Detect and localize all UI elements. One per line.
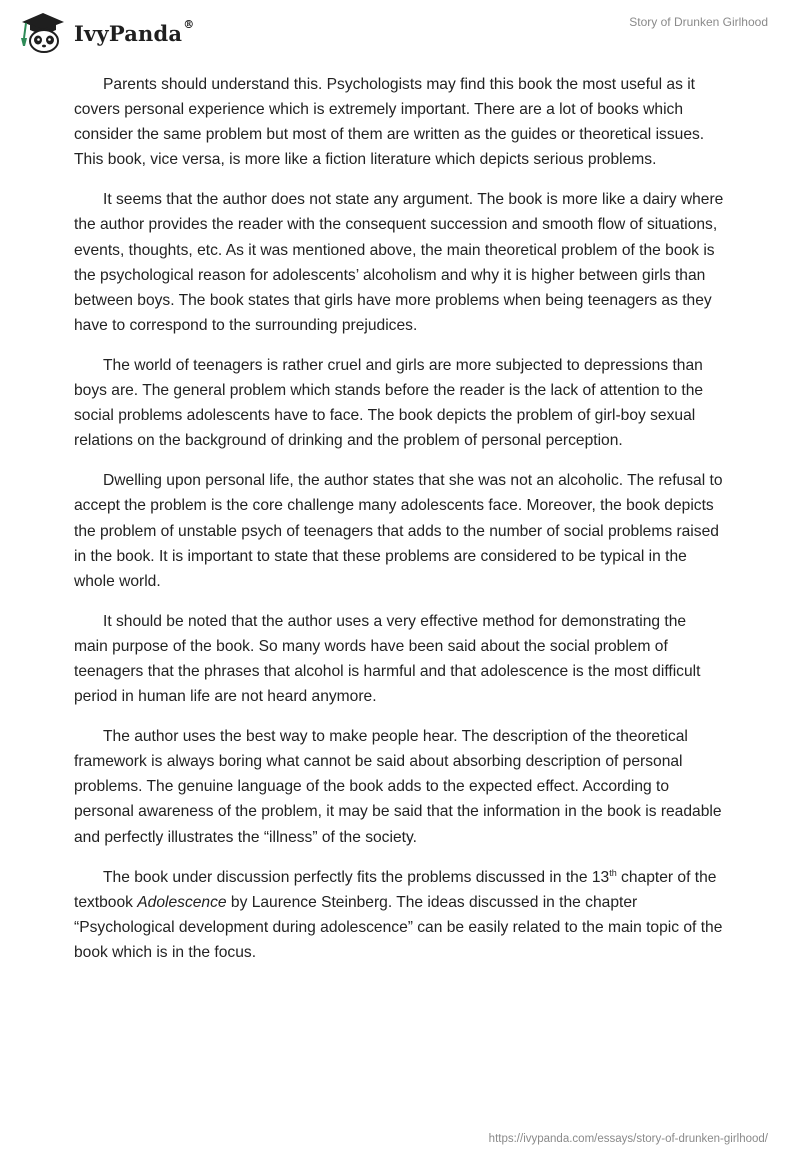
paragraph: The world of teenagers is rather cruel and girls are more subjected to depressions than boys are. The general problem which stands before the reader is the lack of attention to the social problems adolescents have to face. The book depicts the problem of girl-boy sexual relations on the background of drinking and the problem of personal perception. [74, 356, 704, 450]
paragraph: It seems that the author does not state any argument. The book is more like a dairy where the author provides the reader with the consequent succession and smooth flow of situations, events, thoughts, etc. As it was mentioned above, the main theoretical problem of the book is the psychological reason for adolescents’ alcoholism and why it is higher between girls than between boys. The book states that girls have more problems when being teenagers as they have to correspond to the surrounding prejudices. [74, 191, 724, 334]
paragraph-last [74, 865, 724, 965]
ivypanda-logo[interactable] [16, 10, 194, 54]
brand-name [74, 17, 195, 46]
brand-text: IvyPanda [74, 20, 183, 46]
paragraph-text: The book under discussion perfectly fits the problems discussed in the 13 [103, 868, 610, 886]
source-url[interactable]: https://ivypanda.com/essays/story-of-drunken-girlhood/ [488, 1133, 768, 1145]
registered-mark: ® [183, 17, 195, 31]
paragraph-text: chapter of the textbook [74, 868, 717, 911]
paragraph: It should be noted that the author uses a very effective method for demonstrating the main purpose of the book. So many words have been said about the social problem of teenagers that the phrases that alcohol is harmful and that adolescence is the most difficult period in human life are not heard anymore. [74, 612, 701, 706]
essay-body [74, 72, 724, 980]
superscript: th [609, 867, 617, 878]
book-title: Adolescence [137, 893, 227, 911]
page-header [0, 0, 800, 70]
paragraph: Dwelling upon personal life, the author states that she was not an alcoholic. The refusal to accept the problem is the core challenge many adolescents face. Moreover, the book depicts the problem of unstable psych of teenagers that adds to the number of social problems raised in the book. It is important to state that these problems are considered to be typical in the whole world. [74, 472, 723, 590]
panda-graduate-icon [16, 10, 68, 54]
paragraph-text: by Laurence Steinberg. The ideas discussed in the chapter “Psychological development during adolescence” can be easily related to the main topic of the book which is in the focus. [74, 893, 723, 961]
paragraph: Parents should understand this. Psychologists may find this book the most useful as it covers personal experience which is extremely important. There are a lot of books which consider the same problem but most of them are written as the guides or theoretical issues. This book, vice versa, is more like a fiction literature which depicts serious problems. [74, 76, 705, 169]
paragraph: The author uses the best way to make people hear. The description of the theoretical framework is always boring what cannot be said about absorbing description of personal problems. The genuine language of the book adds to the expected effect. According to personal awareness of the problem, it may be said that the information in the book is readable and perfectly illustrates the “illness” of the society. [74, 728, 722, 846]
document-title: Story of Drunken Girlhood [629, 15, 768, 29]
